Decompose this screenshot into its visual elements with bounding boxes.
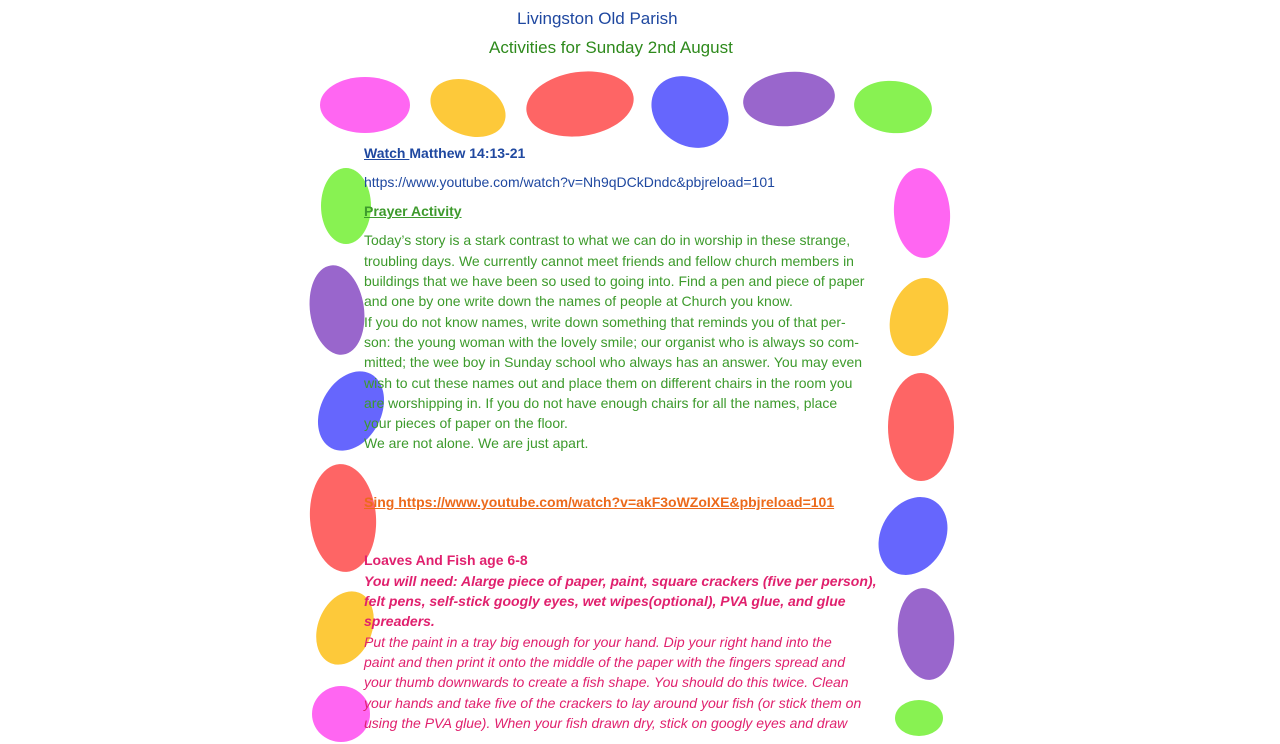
prayer-line: mitted; the wee boy in Sunday school who always has an answer. You may even — [364, 354, 863, 370]
jellybean-purple-left-2 — [307, 263, 367, 357]
jellybean-blue-right-4 — [874, 494, 952, 578]
craft-instruction-line: Put the paint in a tray big enough for your hand. Dip your right hand into the — [364, 634, 832, 650]
sing-label: Sing — [364, 494, 395, 510]
craft-instruction-line: using the PVA glue). When your fish drawn dry, stick on googly eyes and draw — [364, 715, 848, 731]
jellybean-purple-top-5 — [741, 68, 837, 130]
craft-needs-line: spreaders. — [364, 613, 435, 629]
jellybean-green-top-6 — [852, 78, 934, 136]
craft-instruction-line: your thumb downwards to create a fish shape. You should do this twice. Clean — [364, 674, 849, 690]
jellybean-red-top-3 — [524, 70, 637, 138]
jellybean-yellow-top-2 — [427, 77, 509, 139]
jellybean-pink-right-1 — [891, 166, 953, 260]
watch-reference: Matthew 14:13-21 — [409, 145, 526, 161]
jellybean-purple-right-5 — [895, 586, 957, 682]
prayer-line: and one by one write down the names of people at Church you know. — [364, 293, 793, 309]
jellybean-pink-left-6 — [310, 684, 372, 744]
prayer-line: son: the young woman with the lovely smile; our organist who is always so com- — [364, 334, 859, 350]
watch-link[interactable]: Watch — [364, 145, 410, 161]
prayer-line: If you do not know names, write down something that reminds you of that per- — [364, 314, 846, 330]
craft-instruction-line: paint and then print it onto the middle of the paper with the fingers spread and — [364, 654, 845, 670]
prayer-line: your pieces of paper on the floor. — [364, 415, 568, 431]
prayer-line: We are not alone. We are just apart. — [364, 435, 589, 451]
jellybean-green-right-6 — [893, 698, 945, 738]
page-title: Livingston Old Parish — [517, 9, 678, 28]
craft-needs-line: felt pens, self-stick googly eyes, wet wipes(optional), PVA glue, and glue — [364, 593, 846, 609]
watch-heading — [364, 143, 525, 163]
prayer-line: troubling days. We currently cannot meet friends and fellow church members in — [364, 253, 854, 269]
watch-url[interactable]: https://www.youtube.com/watch?v=Nh9qDCkDndc&pbjreload=101 — [364, 174, 775, 190]
jellybean-yellow-right-2 — [886, 275, 952, 359]
prayer-line: Today’s story is a stark contrast to what we can do in worship in these strange, — [364, 232, 851, 248]
craft-heading: Loaves And Fish age 6-8 — [364, 552, 528, 568]
prayer-line: wish to cut these names out and place them on different chairs in the room you — [364, 375, 853, 391]
jellybean-red-right-3 — [885, 371, 957, 483]
prayer-line: are worshipping in. If you do not have enough chairs for all the names, place — [364, 395, 838, 411]
jellybean-blue-top-4 — [647, 74, 733, 150]
jellybean-pink-top-1 — [318, 74, 412, 136]
sing-line[interactable] — [364, 492, 834, 512]
craft-needs-line: You will need: Alarge piece of paper, paint, square crackers (five per person), — [364, 573, 877, 589]
page-subtitle: Activities for Sunday 2nd August — [489, 38, 733, 57]
craft-instruction-line: your hands and take five of the crackers to lay around your fish (or stick them on — [364, 695, 862, 711]
sing-url[interactable]: https://www.youtube.com/watch?v=akF3oWZoIXE&pbjreload=101 — [398, 494, 835, 510]
prayer-heading: Prayer Activity — [364, 203, 462, 219]
prayer-line: buildings that we have been so used to going into. Find a pen and piece of paper — [364, 273, 865, 289]
